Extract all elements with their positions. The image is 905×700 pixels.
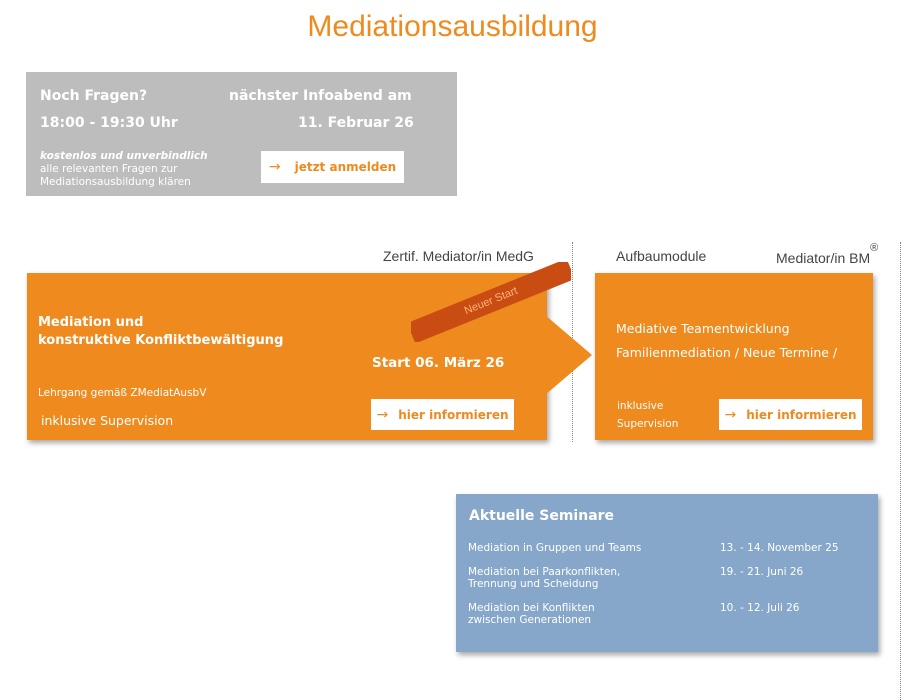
course-regulation: Lehrgang gemäß ZMediatAusbV (38, 387, 207, 399)
info-date: 11. Februar 26 (298, 115, 414, 131)
seminar-name-line2: Trennung und Scheidung (468, 578, 599, 590)
seminar-name-line1: Mediation bei Paarkonflikten, (468, 566, 621, 578)
bm-mediator-text: Mediator/in BM (776, 249, 871, 266)
seminar-date: 10. - 12. Juli 26 (720, 602, 800, 614)
course-title-line1: Mediation und (38, 315, 144, 330)
info-evening-box (26, 72, 457, 196)
register-button[interactable] (261, 151, 404, 183)
course-info-button[interactable] (371, 399, 514, 430)
page-title: Mediationsausbildung (307, 10, 598, 43)
current-seminars-box (456, 494, 878, 652)
modules-info-button[interactable] (719, 399, 862, 430)
seminar-date: 19. - 21. Juni 26 (720, 566, 804, 578)
course-title-line2: konstruktive Konfliktbewältigung (38, 333, 284, 348)
seminar-name-line1: Mediation bei Konflikten (468, 602, 595, 614)
course-supervision: inklusive Supervision (41, 413, 174, 428)
new-start-ribbon-label: Neuer Start (411, 262, 571, 342)
info-note-line2: Mediationsausbildung klären (40, 176, 191, 188)
modules-supervision (617, 397, 678, 433)
course-start-date: Start 06. März 26 (372, 355, 505, 371)
course-title (38, 314, 283, 350)
modules-panel[interactable] (595, 273, 873, 440)
seminars-title: Aktuelle Seminare (469, 508, 615, 524)
certified-mediator-label: Zertif. Mediator/in MedG (383, 248, 534, 264)
arrow-right-icon: → (268, 159, 281, 175)
register-button-label: jetzt anmelden (294, 160, 397, 174)
registered-mark: ® (870, 242, 879, 254)
divider-right (900, 242, 901, 700)
module-team-development: Mediative Teamentwicklung (616, 321, 790, 336)
info-heading: Noch Fragen? (40, 88, 148, 104)
info-note-line1: alle relevanten Fragen zur (40, 163, 178, 175)
seminar-name-line1: Mediation in Gruppen und Teams (468, 542, 642, 554)
seminar-item[interactable] (468, 602, 595, 626)
seminar-item[interactable] (468, 566, 620, 590)
seminar-date: 13. - 14. November 25 (720, 542, 839, 554)
info-note-emphasis: kostenlos und unverbindlich (40, 150, 208, 162)
arrow-right-icon: → (724, 406, 737, 423)
new-start-ribbon (411, 262, 571, 342)
next-info-label: nächster Infoabend am (229, 88, 412, 104)
seminar-item[interactable] (468, 542, 641, 554)
module-family-mediation: Familienmediation / Neue Termine / (616, 345, 838, 360)
info-time: 18:00 - 19:30 Uhr (40, 115, 178, 131)
modules-label: Aufbaumodule (616, 248, 707, 264)
modules-supervision-line1: inklusive (617, 400, 664, 412)
bm-mediator-label (776, 242, 879, 266)
arrow-right-icon: → (376, 406, 389, 423)
modules-supervision-line2: Supervision (617, 418, 679, 430)
modules-info-button-label: hier informieren (746, 407, 857, 422)
course-info-button-label: hier informieren (398, 407, 509, 422)
info-note (40, 150, 208, 189)
seminar-name-line2: zwischen Generationen (468, 614, 592, 626)
